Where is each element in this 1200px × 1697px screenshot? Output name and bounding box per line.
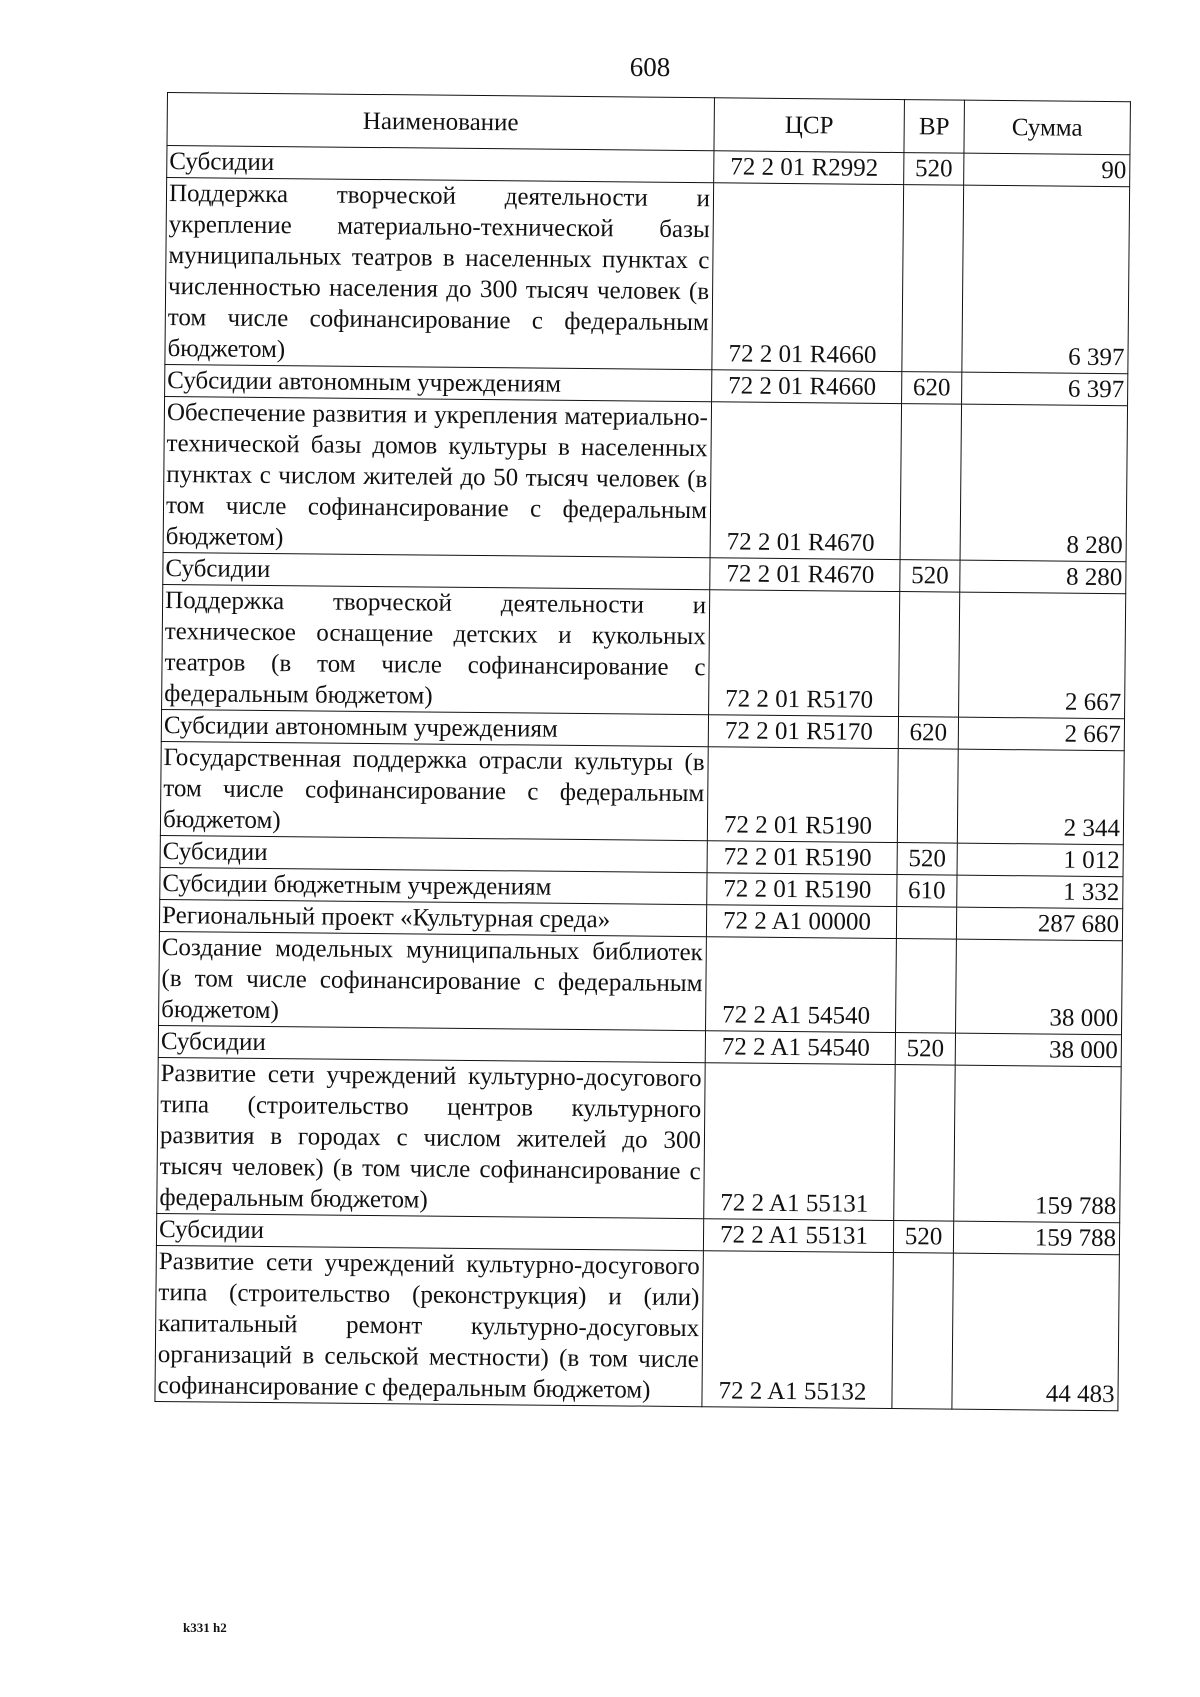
row-sum-cell: 1 012: [957, 843, 1123, 877]
row-csr-cell: 72 2 01 R5190: [707, 747, 898, 843]
row-name-cell: Субсидии: [163, 552, 710, 589]
row-name-cell: Региональный проект «Культурная среда»: [159, 899, 706, 936]
row-name-cell: Субсидии автономным учреждениям: [165, 364, 712, 401]
row-csr-cell: 72 2 01 R5190: [707, 873, 897, 907]
row-csr-cell: 72 2 A1 54540: [706, 937, 897, 1033]
budget-table: [154, 92, 1131, 1411]
table-row: [165, 178, 1130, 374]
row-vr-cell: 520: [900, 560, 960, 593]
row-csr-cell: 72 2 01 R4660: [712, 370, 902, 404]
row-csr-cell: 72 2 A1 55131: [704, 1063, 895, 1221]
table-row: [155, 1245, 1119, 1410]
row-csr-cell: 72 2 A1 54540: [705, 1031, 895, 1065]
row-name-cell: Развитие сети учреждений культурно-досугового типа (строительство (реконструкция) и (или) капитальный ремонт культурно-досуговых организаций в сельской местности) (в том числе софинансирование с федеральным бюджетом): [155, 1245, 703, 1406]
table-row: [162, 584, 1126, 718]
row-vr-cell: [902, 185, 964, 373]
row-sum-cell: 159 788: [954, 1065, 1121, 1223]
footer-code: k331 h2: [183, 1620, 227, 1635]
row-vr-cell: [896, 939, 957, 1034]
row-vr-cell: [897, 749, 958, 844]
row-vr-cell: 620: [898, 717, 958, 750]
row-name-cell: Развитие сети учреждений культурно-досугового типа (строительство центров культурного развития в городах с числом жителей до 300 тысяч человек) (в том числе софинансирование с федеральным бюджетом): [157, 1057, 705, 1218]
row-csr-cell: 72 2 A1 55132: [702, 1251, 893, 1409]
table-row: [163, 396, 1127, 561]
row-name-cell: Субсидии: [160, 835, 707, 872]
row-vr-cell: [892, 1253, 953, 1410]
row-sum-cell: 159 788: [953, 1221, 1119, 1255]
row-vr-cell: 620: [902, 372, 962, 405]
row-sum-cell: 8 280: [960, 404, 1127, 562]
row-name-cell: Поддержка творческой деятельности и техническое оснащение детских и кукольных театров (в том числе софинансирование с федеральным бюджетом): [162, 584, 710, 714]
row-sum-cell: 2 667: [958, 717, 1124, 751]
row-sum-cell: 44 483: [952, 1253, 1119, 1411]
row-name-cell: Государственная поддержка отрасли культуры (в том числе софинансирование с федеральным бюджетом): [160, 741, 708, 840]
row-name-cell: Субсидии: [156, 1213, 703, 1250]
row-csr-cell: 72 2 01 R4670: [710, 558, 900, 592]
row-csr-cell: 72 2 01 R5170: [708, 715, 898, 749]
header-sum: Сумма: [964, 100, 1131, 155]
page-number: 608: [629, 52, 671, 82]
row-name-cell: Субсидии бюджетным учреждениям: [160, 867, 707, 904]
row-sum-cell: 2 344: [957, 749, 1124, 845]
row-csr-cell: 72 2 01 R4670: [710, 402, 901, 560]
row-vr-cell: 520: [897, 843, 957, 876]
row-vr-cell: 520: [893, 1221, 953, 1254]
row-sum-cell: 8 280: [960, 560, 1126, 594]
table-row: [157, 1057, 1121, 1222]
row-sum-cell: 6 397: [962, 372, 1128, 406]
row-vr-cell: 520: [904, 153, 964, 186]
row-name-cell: Поддержка творческой деятельности и укрепление материально-технической базы муниципальных театров в населенных пунктах с численностью населения до 300 тысяч человек (в том числе софинансирование с федеральным бюджетом): [165, 178, 714, 370]
row-sum-cell: 90: [964, 153, 1130, 187]
row-name-cell: Субсидии автономным учреждениям: [161, 709, 708, 746]
row-vr-cell: 610: [897, 875, 957, 908]
row-sum-cell: 38 000: [955, 1033, 1121, 1067]
row-csr-cell: 72 2 01 R5190: [707, 841, 897, 875]
row-csr-cell: 72 2 A1 00000: [706, 905, 896, 939]
row-vr-cell: [899, 592, 960, 718]
row-csr-cell: 72 2 01 R5170: [709, 590, 900, 717]
row-vr-cell: [900, 404, 961, 561]
row-name-cell: Субсидии: [158, 1025, 705, 1062]
row-sum-cell: 287 680: [956, 907, 1122, 941]
row-sum-cell: 1 332: [957, 875, 1123, 909]
row-sum-cell: 2 667: [959, 592, 1126, 719]
table-row: [160, 741, 1124, 844]
header-name: Наименование: [167, 93, 714, 151]
row-vr-cell: [894, 1065, 955, 1222]
row-vr-cell: [896, 907, 956, 940]
row-csr-cell: 72 2 01 R2992: [714, 151, 904, 185]
row-csr-cell: 72 2 A1 55131: [703, 1219, 893, 1253]
row-name-cell: Субсидии: [167, 146, 714, 183]
row-name-cell: Создание модельных муниципальных библиотек (в том числе софинансирование с федеральным бюджетом): [159, 931, 707, 1030]
header-vr: ВР: [904, 100, 965, 154]
row-csr-cell: 72 2 01 R4660: [712, 183, 904, 372]
table-row: [159, 931, 1123, 1034]
row-sum-cell: 38 000: [956, 939, 1123, 1035]
row-vr-cell: 520: [895, 1033, 955, 1066]
row-sum-cell: 6 397: [962, 185, 1130, 374]
table-header-row: [167, 93, 1130, 155]
header-csr: ЦСР: [714, 98, 905, 153]
row-name-cell: Обеспечение развития и укрепления материально-технической базы домов культуры в населенных пунктах с числом жителей до 50 тысяч человек (в том числе софинансирование с федеральным бюджетом): [163, 396, 711, 557]
